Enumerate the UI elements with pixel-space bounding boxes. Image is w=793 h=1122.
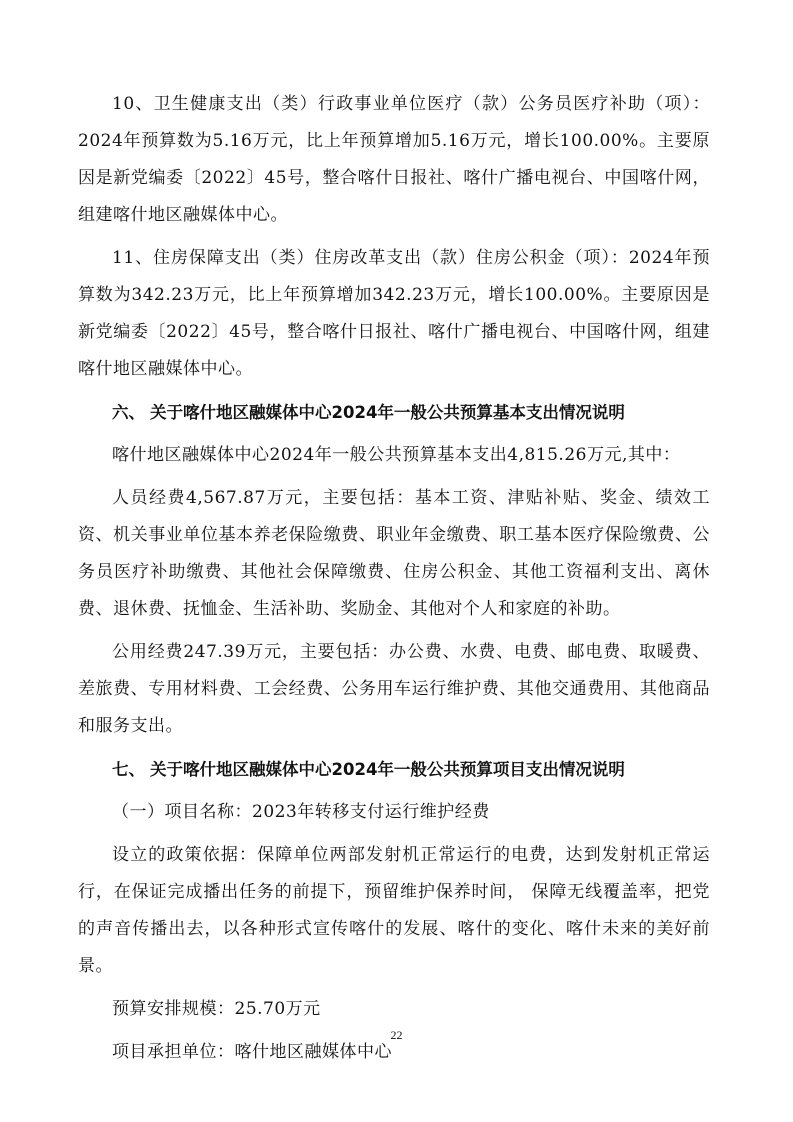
section-heading-6 <box>78 394 710 431</box>
paragraph-budget-scale: 预算安排规模：25.70万元 <box>112 999 321 1019</box>
paragraph-basic-total: 喀什地区融媒体中心2024年一般公共预算基本支出4,815.26万元,其中： <box>112 445 681 465</box>
page-content <box>78 86 710 1077</box>
section-heading-7 <box>78 751 710 788</box>
section-number-6: 六、 <box>112 403 145 422</box>
paragraph-project-name: （一）项目名称：2023年转移支付运行维护经费 <box>112 802 490 822</box>
page-number: 22 <box>390 1028 403 1042</box>
paragraph-personnel-expenses: 人员经费4,567.87万元，主要包括：基本工资、津贴补贴、奖金、绩效工资、机关事业单位基本养老保险缴费、职业年金缴费、职工基本医疗保险缴费、公务员医疗补助缴费、其他社会保障缴费、住房公积金、其他工资福利支出、离休费、退休费、抚恤金、生活补助、奖励金、其他对个人和家庭的补助。 <box>78 488 710 619</box>
section-title-7: 关于喀什地区融媒体中心2024年一般公共预算项目支出情况说明 <box>150 760 625 779</box>
paragraph-item-10: 10、卫生健康支出（类）行政事业单位医疗（款）公务员医疗补助（项）：2024年预算数为5.16万元，比上年预算增加5.16万元，增长100.00%。主要原因是新党编委〔2022〕45号，整合喀什日报社、喀什广播电视台、中国喀什网，组建喀什地区融媒体中心。 <box>78 94 710 225</box>
section-number-7: 七、 <box>112 760 145 779</box>
section-title-6: 关于喀什地区融媒体中心2024年一般公共预算基本支出情况说明 <box>150 403 625 422</box>
paragraph-public-expenses: 公用经费247.39万元，主要包括：办公费、水费、电费、邮电费、取暖费、差旅费、专用材料费、工会经费、公务用车运行维护费、其他交通费用、其他商品和服务支出。 <box>78 642 710 736</box>
paragraph-policy-basis: 设立的政策依据：保障单位两部发射机正常运行的电费，达到发射机正常运行，在保证完成播出任务的前提下，预留维护保养时间， 保障无线覆盖率，把党的声音传播出去，以各种形式宣传喀什的发展、喀什的变化、喀什未来的美好前景。 <box>78 845 710 976</box>
paragraph-item-11: 11、住房保障支出（类）住房改革支出（款）住房公积金（项）：2024年预算数为342.23万元，比上年预算增加342.23万元，增长100.00%。主要原因是新党编委〔2022〕45号，整合喀什日报社、喀什广播电视台、中国喀什网，组建喀什地区融媒体中心。 <box>78 248 710 379</box>
paragraph-responsible-unit: 项目承担单位：喀什地区融媒体中心 <box>112 1042 392 1062</box>
